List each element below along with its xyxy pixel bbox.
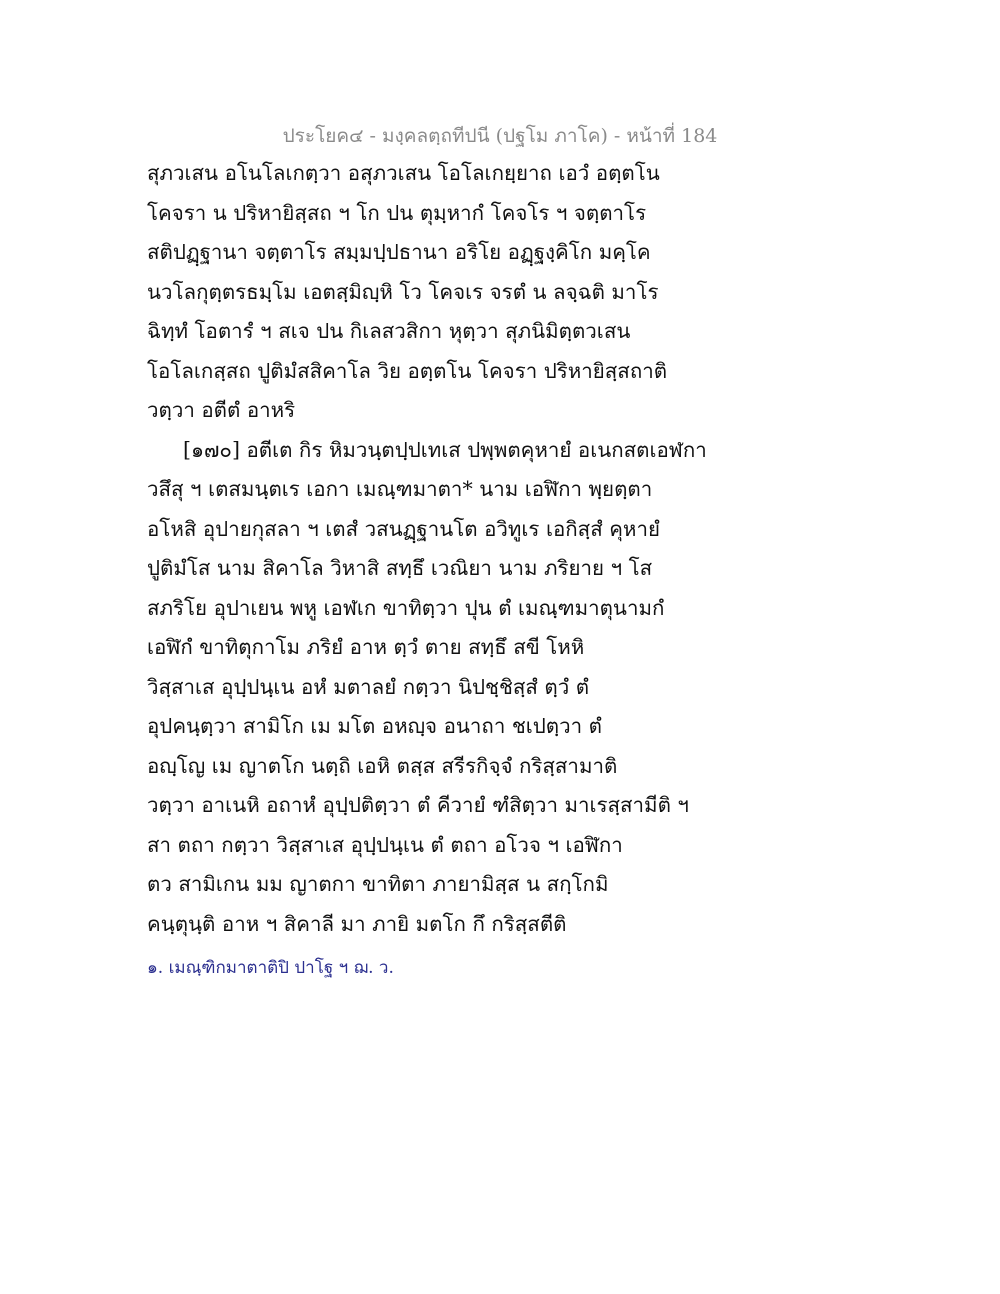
text-line: ปูติมํโส นาม สิคาโล วิหาสิ สทฺธึ เวณิยา นาม ภริยาย ฯ โส [147,556,653,580]
text-line: โคจรา น ปริหายิสฺสถ ฯ โก ปน ตุมฺหากํ โคจโร ฯ จตฺตาโร [147,200,647,225]
text-line: โอโลเกสฺสถ ปูติมํสสิคาโล วิย อตฺตโน โคจรา ปริหายิสฺสถาติ [147,358,668,383]
text-line: สติปฏฺฐานา จตฺตาโร สมฺมปฺปธานา อริโย อฏฺฐงฺคิโก มคฺโค [147,240,651,264]
text-line: คนฺตุนฺติ อาห ฯ สิคาลี มา ภายิ มตโก กึ กริสฺสตีติ [147,911,567,936]
text-line: สภริโย อุปาเยน พหู เอฬเก ขาทิตฺวา ปุน ตํ เมณฺฑมาตุนามกํ [147,595,665,620]
footnote: ๑. เมณฺฑิกมาตาติปิ ปาโฐ ฯ ฌ. ว. [147,958,394,978]
text-line: วตฺวา อตีตํ อาหริ [147,398,296,422]
text-line: อโหสิ อุปายกุสลา ฯ เตสํ วสนฏฺฐานโต อวิทูเร เอกิสฺสํ คุหายํ [147,516,660,541]
text-line: ตว สามิเกน มม ญาตกา ขาทิตา ภายามิสฺส น สกฺโกมิ [147,872,609,896]
text-line: อญฺโญ เม ญาตโก นตฺถิ เอหิ ตสฺส สรีรกิจฺจํ กริสฺสามาติ [147,753,618,778]
running-header: ประโยค๔ - มงฺคลตฺถทีปนี (ปฐโม ภาโค) - หน้าที่ 184 [282,125,718,147]
text-line: สุภวเสน อโนโลเกตฺวา อสุภวเสน โอโลเกยฺยาถ เอวํ อตฺตโน [147,161,660,185]
body-text [147,154,707,944]
paragraph-start-line: [๑๗๐] อตีเต กิร หิมวนฺตปฺปเทเส ปพฺพตคุหายํ อเนกสตเอฬกา [183,437,707,462]
text-line: ฉิทฺทํ โอตารํ ฯ สเจ ปน กิเลสวสิกา หุตฺวา สุภนิมิตฺตวเสน [147,319,631,343]
text-line: วิสฺสาเส อุปฺปนฺเน อหํ มตาลยํ กตฺวา นิปชฺชิสฺสํ ตฺวํ ตํ [147,674,590,699]
text-line: อุปคนฺตฺวา สามิโก เม มโต อหญฺจ อนาถา ชเปตฺวา ตํ [147,714,602,738]
text-line: วตฺวา อาเนหิ อถาหํ อุปฺปติตฺวา ตํ คีวายํ ฑํสิตฺวา มาเรสฺสามีติ ฯ [147,793,689,817]
text-line: สา ตถา กตฺวา วิสฺสาเส อุปฺปนฺเน ตํ ตถา อโวจ ฯ เอฬิกา [147,832,623,857]
text-line: วสึสุ ฯ เตสมนฺตเร เอกา เมณฺฑมาตา* นาม เอฬิกา พฺยตฺตา [147,477,653,501]
text-line: นวโลกุตฺตรธมฺโม เอตสฺมิญฺหิ โว โคจเร จรตํ น ลจฺฉติ มาโร [147,279,659,304]
text-line: เอฬิกํ ขาทิตุกาโม ภริยํ อาห ตฺวํ ตาย สทฺธึ สขี โหหิ [147,635,585,659]
